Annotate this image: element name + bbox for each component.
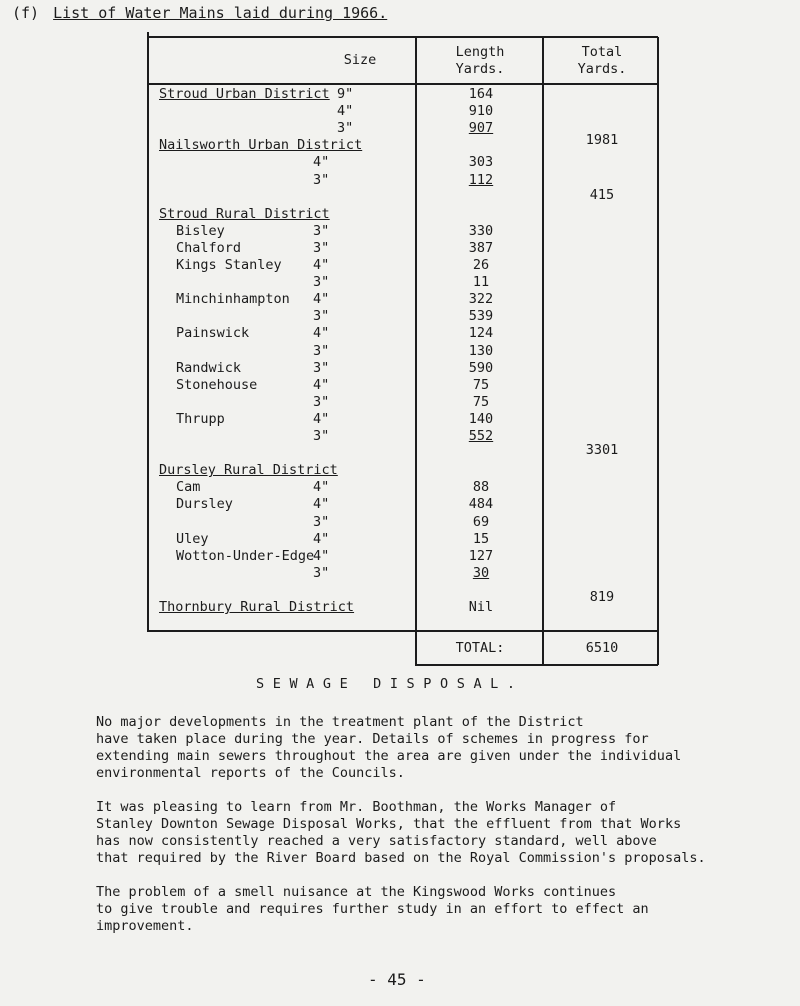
main-size: 4" bbox=[313, 410, 330, 427]
main-size: 3" bbox=[313, 359, 330, 376]
place-name: Chalford bbox=[176, 239, 242, 256]
table-row bbox=[0, 274, 800, 291]
main-size: 3" bbox=[313, 513, 330, 530]
table-heading bbox=[12, 4, 387, 22]
table-row bbox=[0, 411, 800, 428]
district-name: Stroud Urban District bbox=[159, 86, 330, 102]
place-name: Dursley bbox=[176, 496, 233, 513]
table-row bbox=[0, 343, 800, 360]
length-yards: 75 bbox=[472, 376, 490, 393]
total-bottom-rule bbox=[415, 664, 658, 666]
length-yards: 11 bbox=[472, 274, 490, 291]
table-row bbox=[0, 291, 800, 308]
length-yards: 330 bbox=[468, 222, 494, 239]
table-row bbox=[0, 582, 800, 599]
table-row bbox=[0, 86, 800, 103]
main-size: 3" bbox=[313, 428, 330, 444]
place-name: Bisley bbox=[176, 222, 225, 239]
header-rule bbox=[147, 83, 658, 85]
table-row bbox=[0, 565, 800, 582]
table-row bbox=[0, 154, 800, 171]
length-yards: 75 bbox=[472, 393, 490, 410]
main-size: 4" bbox=[337, 103, 354, 120]
district-name: Nailsworth Urban District bbox=[159, 137, 363, 154]
length-yards: 552 bbox=[468, 428, 494, 444]
header-length: Length Yards. bbox=[455, 44, 505, 77]
main-size: 4" bbox=[313, 325, 330, 342]
length-yards: 322 bbox=[468, 291, 494, 308]
district-name: Thornbury Rural District bbox=[159, 599, 355, 615]
table-row bbox=[0, 360, 800, 377]
main-size: 3" bbox=[313, 222, 330, 239]
paragraph: It was pleasing to learn from Mr. Boothman, the Works Manager of Stanley Downton Sewage Disposal Works, that the effluent from that Works has now consistently reached a very satisfactory standard, well above that required by the River Board based on the Royal Commission's proposals. bbox=[96, 799, 706, 866]
district-total: 1981 bbox=[585, 132, 619, 149]
table-row bbox=[0, 531, 800, 548]
paragraph: The problem of a smell nuisance at the Kingswood Works continues to give trouble and requires further study in an effort to effect an improvement. bbox=[96, 884, 649, 934]
section-title: SEWAGE DISPOSAL. bbox=[256, 676, 524, 692]
table-row bbox=[0, 479, 800, 496]
table-title: List of Water Mains laid during 1966. bbox=[53, 4, 388, 22]
table-row bbox=[0, 548, 800, 565]
table-row bbox=[0, 137, 800, 154]
place-name: Minchinhampton bbox=[176, 291, 290, 308]
length-yards: 124 bbox=[468, 325, 494, 342]
district-name: Stroud Rural District bbox=[159, 205, 330, 222]
paragraph: No major developments in the treatment plant of the District have taken place during the year. Details of schemes in progress for extending main sewers throughout the area are given under the individual environmental reports of the Councils. bbox=[96, 714, 682, 781]
main-size: 3" bbox=[337, 120, 354, 137]
length-yards: 387 bbox=[468, 239, 494, 256]
table-row bbox=[0, 103, 800, 120]
length-yards: 127 bbox=[468, 547, 494, 564]
table-row bbox=[0, 394, 800, 411]
main-size: 4" bbox=[313, 154, 330, 171]
table-top-rule bbox=[147, 36, 658, 38]
table-row bbox=[0, 172, 800, 189]
length-yards: 907 bbox=[468, 120, 494, 137]
length-yards: 140 bbox=[468, 410, 494, 427]
length-yards: 15 bbox=[472, 530, 490, 547]
header-total: Total Yards. bbox=[577, 44, 627, 77]
length-yards: 484 bbox=[468, 496, 494, 513]
main-size: 4" bbox=[313, 547, 330, 564]
table-row bbox=[0, 240, 800, 257]
place-name: Cam bbox=[176, 479, 201, 496]
grand-total-label: TOTAL: bbox=[455, 640, 505, 656]
place-name: Randwick bbox=[176, 359, 242, 376]
length-yards: 30 bbox=[472, 564, 490, 581]
table-row bbox=[0, 428, 800, 445]
place-name: Thrupp bbox=[176, 410, 225, 427]
main-size: 4" bbox=[313, 291, 330, 308]
length-yards: 88 bbox=[472, 479, 490, 496]
table-row bbox=[0, 308, 800, 325]
district-total: 819 bbox=[589, 588, 615, 605]
main-size: 4" bbox=[313, 479, 330, 496]
length-yards: 303 bbox=[468, 154, 494, 171]
length-yards: 539 bbox=[468, 308, 494, 325]
length-yards: 910 bbox=[468, 103, 494, 120]
section-label: (f) bbox=[12, 4, 40, 22]
main-size: 3" bbox=[313, 239, 330, 256]
place-name: Stonehouse bbox=[176, 376, 258, 393]
length-yards: 130 bbox=[468, 342, 494, 359]
length-yards: Nil bbox=[468, 599, 494, 615]
district-total: 415 bbox=[589, 186, 615, 203]
body-bottom-rule bbox=[147, 630, 658, 632]
main-size: 3" bbox=[313, 308, 330, 325]
main-size: 3" bbox=[313, 564, 330, 581]
page-number: - 45 - bbox=[368, 970, 426, 989]
length-yards: 69 bbox=[472, 513, 490, 530]
main-size: 3" bbox=[313, 274, 330, 291]
main-size: 4" bbox=[313, 530, 330, 547]
table-row bbox=[0, 445, 800, 462]
length-yards: 590 bbox=[468, 359, 494, 376]
main-size: 4" bbox=[313, 376, 330, 393]
place-name: Painswick bbox=[176, 325, 250, 342]
table-row bbox=[0, 462, 800, 479]
district-total: 3301 bbox=[585, 441, 619, 458]
table-row bbox=[0, 514, 800, 531]
main-size: 9" bbox=[337, 86, 354, 102]
main-size: 3" bbox=[313, 393, 330, 410]
main-size: 3" bbox=[313, 342, 330, 359]
table-row bbox=[0, 325, 800, 342]
table-row bbox=[0, 186, 800, 206]
length-yards: 26 bbox=[472, 257, 490, 273]
length-yards: 164 bbox=[468, 86, 494, 102]
table-row bbox=[0, 377, 800, 394]
main-size: 3" bbox=[313, 171, 330, 188]
length-yards: 112 bbox=[468, 171, 494, 188]
table-row bbox=[0, 223, 800, 240]
main-size: 4" bbox=[313, 496, 330, 513]
place-name: Wotton-Under-Edge bbox=[176, 547, 315, 564]
header-size: Size bbox=[343, 52, 377, 68]
place-name: Kings Stanley bbox=[176, 257, 282, 273]
table-row bbox=[0, 496, 800, 513]
table-row bbox=[0, 120, 800, 137]
table-row bbox=[0, 599, 800, 616]
main-size: 4" bbox=[313, 257, 330, 273]
grand-total-value: 6510 bbox=[585, 640, 619, 656]
place-name: Uley bbox=[176, 530, 209, 547]
table-row bbox=[0, 257, 800, 274]
table-row bbox=[0, 206, 800, 223]
district-name: Dursley Rural District bbox=[159, 462, 338, 479]
